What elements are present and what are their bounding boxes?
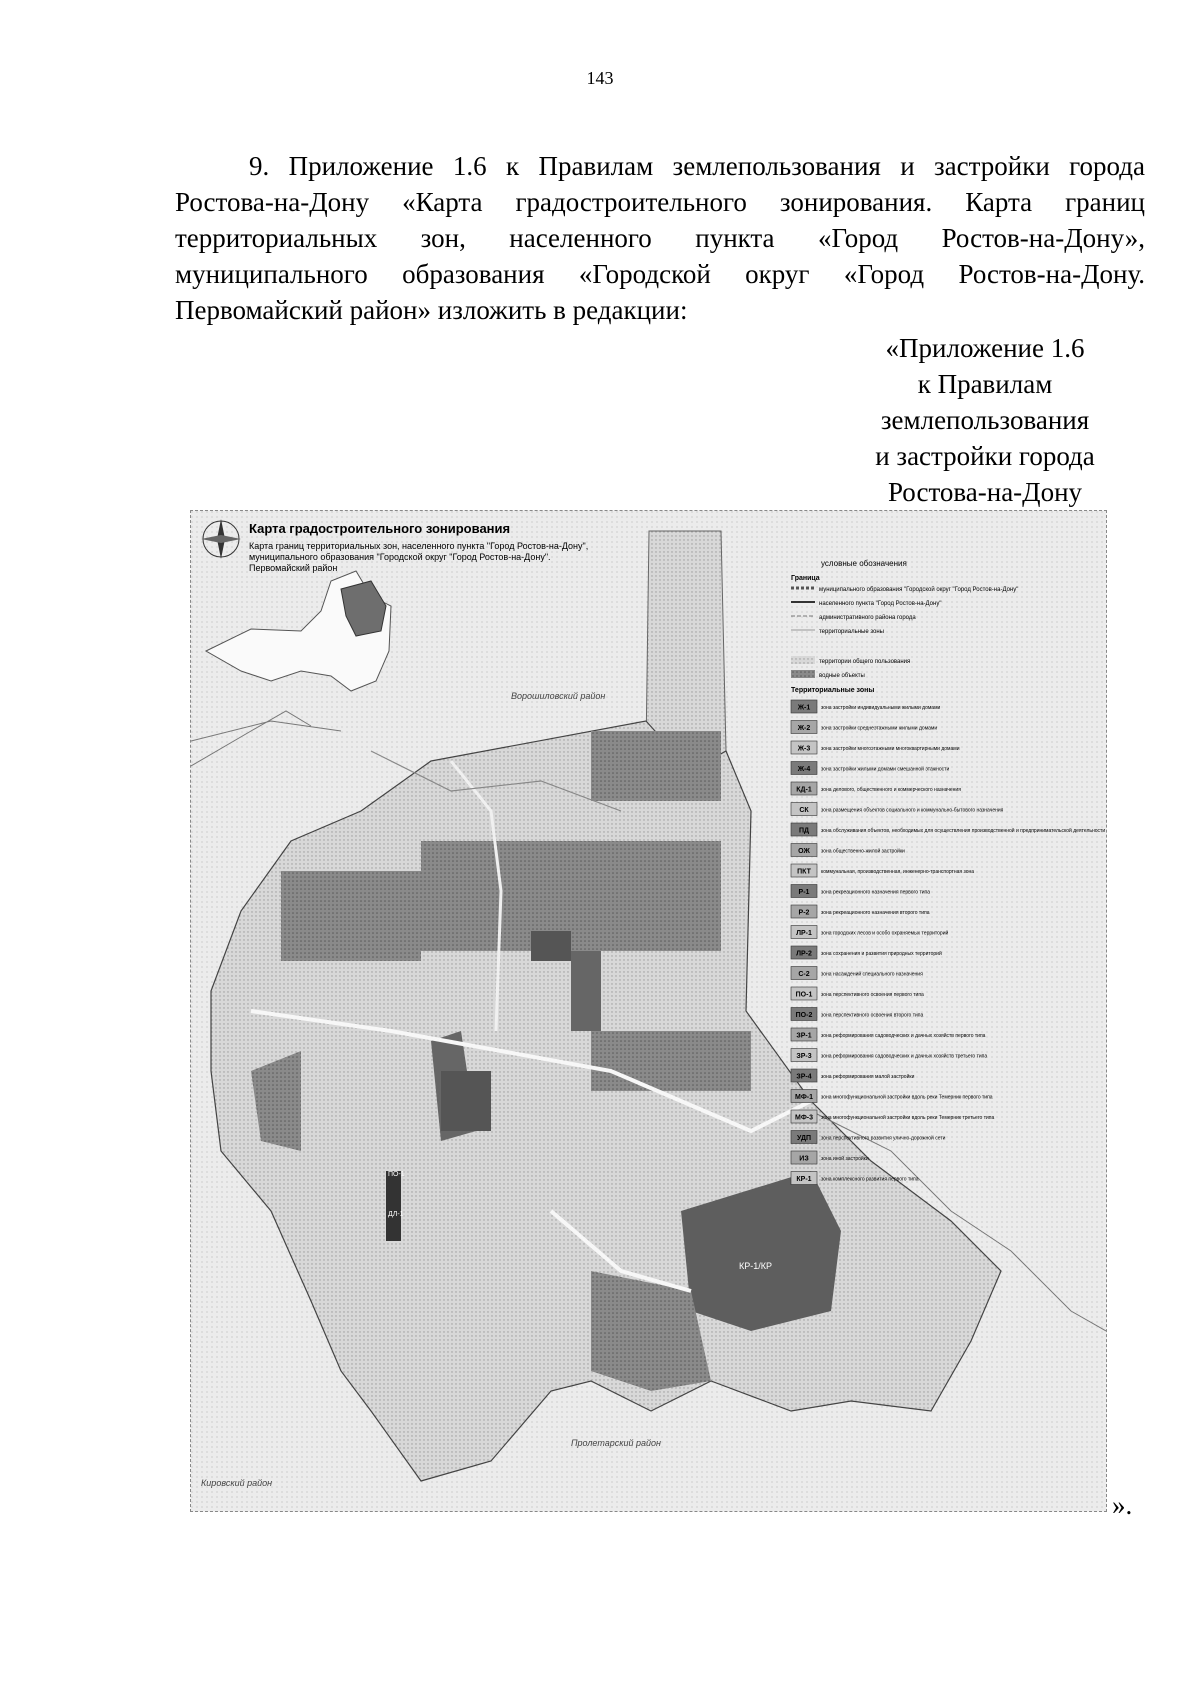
legend-zone-text: зона перспективного развития улично-дорожной сети: [821, 1135, 946, 1142]
legend-zone-code: ОЖ: [798, 848, 810, 855]
legend-zone-text: зона сохранения и развития природных территорий: [821, 951, 942, 957]
legend-other-text: территории общего пользования: [819, 659, 911, 665]
legend-zone-text: зона реформирования садоводческих и дачных хозяйств третьего типа: [821, 1053, 988, 1060]
legend-zone-text: зона насаждений специального назначения: [821, 971, 923, 978]
legend-boundary-text: населенного пункта "Город Ростов-на-Дону": [819, 601, 942, 607]
legend-zone-text: зона размещения объектов социального и коммунально-бытового назначения: [821, 807, 1004, 814]
map-zone: [386, 1171, 401, 1241]
legend-zone-code: ЗР-3: [796, 1053, 812, 1060]
appendix-heading-line: Ростова-на-Дону: [887, 477, 1083, 507]
legend-zone-code: МФ-1: [794, 1094, 814, 1101]
map-zone: [441, 1071, 491, 1131]
zone-label: КР-1/КР: [739, 1261, 772, 1271]
appendix-heading-line: «Приложение 1.6: [885, 333, 1085, 363]
appendix-heading-line: землепользования: [880, 405, 1090, 435]
legend-zone-text: зона перспективного освоения первого типа: [821, 992, 924, 998]
map-subtitle-line: Карта границ территориальных зон, населенного пункта "Город Ростов-на-Дону",: [249, 541, 589, 551]
legend-zone-code: Р-1: [798, 889, 810, 896]
legend-zone-code: ПКТ: [797, 868, 811, 876]
amendment-paragraph: 9. Приложение 1.6 к Правилам землепользования и застройки города Ростова-на-Дону «Карта градостроительного зонирования. Карта границ территориальных зон, населенного пункта «Город Ростов-на-Дону», муниципального образования «Городской округ «Город Ростов-на-Дону. Первомайский район» изложить в редакции:: [175, 151, 1145, 325]
legend-zone-text: зона реформирования садоводческих и дачных хозяйств первого типа: [821, 1033, 986, 1039]
appendix-heading: [830, 330, 1140, 510]
map-subtitle-line: Первомайский район: [249, 563, 338, 573]
legend-zone-text: зона общественно-жилой застройки: [821, 848, 905, 855]
legend-zone-code: С-2: [798, 971, 810, 978]
zone-label: ДЛ-1: [388, 1211, 404, 1218]
legend-boundary-text: муниципального образования "Городской округ "Город Ростов-на-Дону": [819, 587, 1019, 593]
legend-zone-code: ПО-1: [795, 991, 813, 999]
legend-zone-text: зона реформирования малой застройки: [821, 1074, 915, 1080]
appendix-heading-line: к Правилам: [917, 369, 1053, 399]
legend-zone-code: УДП: [796, 1135, 812, 1142]
legend-zone-code: ИЗ: [799, 1155, 809, 1163]
legend-zone-text: зона городских лесов и особо охраняемых территорий: [821, 930, 949, 937]
legend-zone-code: ЛР-2: [796, 950, 812, 958]
zoning-map: [190, 510, 1107, 1512]
legend-other-text: водные объекты: [819, 673, 865, 679]
legend-zone-code: КД-1: [796, 786, 812, 794]
legend-zone-text: зона застройки многоэтажными многоквартирными домами: [821, 746, 960, 752]
legend-zone-code: ПД: [798, 827, 810, 835]
legend-zone-text: зона перспективного освоения второго типа: [821, 1012, 924, 1019]
map-zone: [281, 871, 421, 961]
legend-zone-code: Р-2: [798, 909, 810, 917]
legend-zone-text: зона многофункциональной застройки вдоль реки Темерник третьего типа: [821, 1115, 995, 1121]
legend-zone-text: зона многофункциональной застройки вдоль реки Темерник первого типа: [821, 1094, 993, 1101]
legend-swatch: [791, 670, 815, 678]
legend-zone-code: Ж-3: [797, 745, 811, 753]
legend-zone-text: зона обслуживания объектов, необходимых для осуществления производственной и предпринимательской деятельности: [821, 828, 1106, 834]
appendix-heading-line: и застройки города: [875, 441, 1095, 471]
legend-zone-code: ЗР-4: [796, 1073, 812, 1081]
legend-zone-code: МФ-3: [794, 1114, 814, 1122]
legend-zone-code: Ж-4: [797, 766, 811, 773]
legend-swatch: [791, 656, 815, 664]
legend-zone-text: зона рекреационного назначения первого типа: [821, 889, 931, 896]
legend-zone-text: зона комплексного развития первого типа: [821, 1176, 919, 1183]
legend-zone-text: зона рекреационного назначения второго типа: [821, 910, 930, 916]
district-label: Ворошиловский район: [511, 691, 606, 701]
map-zone: [571, 951, 601, 1031]
map-subtitle-line: муниципального образования "Городской округ "Город Ростов-на-Дону".: [249, 552, 551, 562]
map-zone: [591, 1031, 751, 1091]
legend-zone-code: ЗР-1: [796, 1032, 812, 1040]
legend-zone-code: ЛР-1: [796, 930, 812, 937]
legend-zone-text: зона застройки среднеэтажными жилыми домами: [821, 725, 938, 732]
district-label: Кировский район: [201, 1478, 273, 1488]
legend-zone-code: ПО-2: [795, 1012, 813, 1019]
legend-zone-text: зона иной застройки: [821, 1156, 869, 1162]
map-zone: [591, 731, 721, 801]
district-label: Пролетарский район: [571, 1438, 661, 1448]
map-title: Карта градостроительного зонирования: [249, 521, 511, 536]
map-zone: [531, 931, 571, 961]
legend-zone-code: Ж-2: [797, 725, 811, 732]
legend-zones-heading: Территориальные зоны: [791, 687, 875, 694]
legend-boundary-text: территориальные зоны: [819, 629, 884, 635]
zoning-map-svg: [191, 511, 1106, 1511]
legend-title: условные обозначения: [821, 559, 907, 568]
zone-label: ПО-1: [388, 1171, 405, 1178]
legend-zone-text: зона застройки жилыми домами смешанной этажности: [821, 766, 950, 773]
legend-zone-text: коммунальная, производственная, инженерно-транспортная зона: [821, 869, 975, 875]
legend-zone-code: СК: [799, 807, 809, 814]
legend-zone-text: зона делового, общественного и коммерческого назначения: [821, 787, 961, 793]
legend-boundary-heading: Граница: [791, 575, 820, 582]
closing-quote: ».: [1112, 1490, 1133, 1520]
legend-zone-code: Ж-1: [797, 704, 811, 712]
page-number: 143: [586, 68, 614, 88]
legend-zone-text: зона застройки индивидуальными жилыми домами: [821, 705, 941, 711]
legend-zone-code: КР-1: [796, 1176, 812, 1183]
legend-boundary-text: административного района города: [819, 615, 916, 621]
